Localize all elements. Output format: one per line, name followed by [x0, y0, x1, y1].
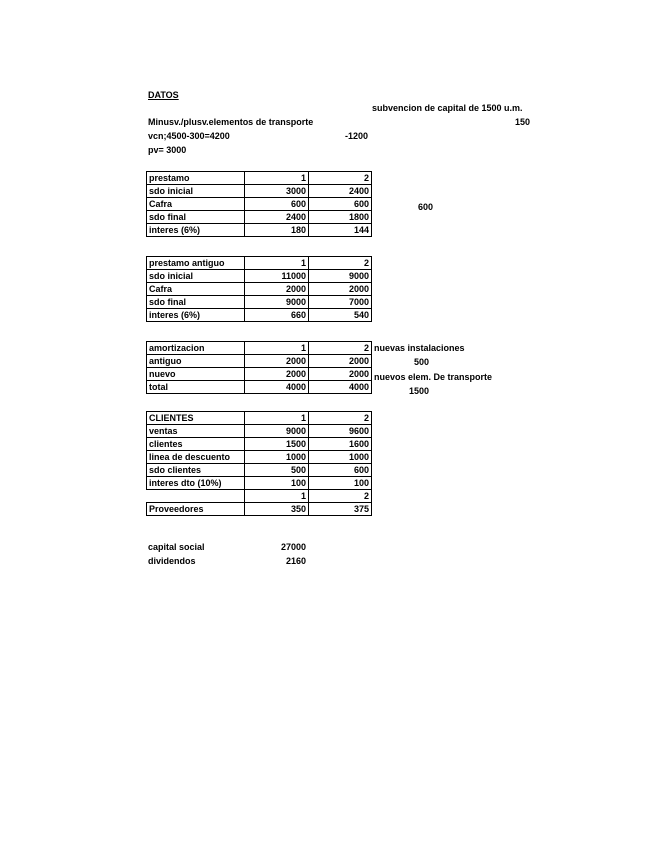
- nuevas-instalaciones-label: nuevas instalaciones: [374, 343, 465, 353]
- header-cell: 2: [309, 257, 372, 270]
- nuevas-instalaciones-value: 500: [414, 357, 430, 367]
- clientes-table: [146, 411, 372, 516]
- prestamo-antiguo-table: [146, 256, 372, 322]
- cell: 350: [245, 503, 309, 516]
- cell: 1000: [245, 451, 309, 464]
- cell: 2000: [245, 368, 309, 381]
- row-label: interes (6%): [147, 224, 245, 237]
- row-label: Proveedores: [147, 503, 245, 516]
- header-cell: amortizacion: [147, 342, 245, 355]
- cell: 2000: [245, 355, 309, 368]
- table-row: [147, 309, 372, 322]
- table-row: [147, 198, 372, 211]
- cell: 540: [309, 309, 372, 322]
- cell: 2000: [309, 368, 372, 381]
- row-label: interes (6%): [147, 309, 245, 322]
- table-row: [147, 296, 372, 309]
- table-row: [147, 381, 372, 394]
- capital-social-label: capital social: [148, 542, 205, 552]
- row-label: sdo final: [147, 211, 245, 224]
- cell: 144: [309, 224, 372, 237]
- dividendos-value: 2160: [285, 556, 306, 566]
- datos-title: DATOS: [148, 90, 179, 100]
- table-row: [147, 355, 372, 368]
- header-cell: prestamo antiguo: [147, 257, 245, 270]
- header-cell: 2: [309, 412, 372, 425]
- row-label: sdo inicial: [147, 270, 245, 283]
- cell: 2000: [309, 283, 372, 296]
- capital-social-value: 27000: [280, 542, 306, 552]
- row-label: linea de descuento: [147, 451, 245, 464]
- table-row: [147, 211, 372, 224]
- row-label: clientes: [147, 438, 245, 451]
- cell: 500: [245, 464, 309, 477]
- cell: 11000: [245, 270, 309, 283]
- header-cell: 1: [245, 490, 309, 503]
- row-label: ventas: [147, 425, 245, 438]
- cell: 375: [309, 503, 372, 516]
- row-label: interes dto (10%): [147, 477, 245, 490]
- table-row: [147, 438, 372, 451]
- cell: 4000: [309, 381, 372, 394]
- cell: 660: [245, 309, 309, 322]
- subvencion-value: 150: [514, 117, 530, 127]
- row-label: sdo inicial: [147, 185, 245, 198]
- table-row: [147, 503, 372, 516]
- prestamo-table: [146, 171, 372, 237]
- vcn-label: vcn;4500-300=4200: [148, 131, 230, 141]
- row-label: antiguo: [147, 355, 245, 368]
- table-row: [147, 224, 372, 237]
- row-label: total: [147, 381, 245, 394]
- header-cell: 1: [245, 342, 309, 355]
- cell: 9000: [245, 296, 309, 309]
- cell: 1500: [245, 438, 309, 451]
- cell: 1600: [309, 438, 372, 451]
- vcn-value: -1200: [344, 131, 368, 141]
- cell: 180: [245, 224, 309, 237]
- cell: 2400: [309, 185, 372, 198]
- subvencion-label: subvencion de capital de 1500 u.m.: [372, 103, 523, 113]
- cell: 3000: [245, 185, 309, 198]
- cell: 600: [309, 464, 372, 477]
- cell: 7000: [309, 296, 372, 309]
- table-row: [147, 425, 372, 438]
- table-row: [147, 464, 372, 477]
- table-row: [147, 490, 372, 503]
- cell: 4000: [245, 381, 309, 394]
- table-row: [147, 172, 372, 185]
- table-row: [147, 270, 372, 283]
- amortizacion-table: [146, 341, 372, 394]
- header-cell: CLIENTES: [147, 412, 245, 425]
- cell: 2000: [309, 355, 372, 368]
- header-cell: 1: [245, 257, 309, 270]
- row-label: Cafra: [147, 198, 245, 211]
- pv-label: pv= 3000: [148, 145, 187, 155]
- table-row: [147, 283, 372, 296]
- header-cell: 2: [309, 172, 372, 185]
- prestamo-side-value: 600: [418, 202, 434, 212]
- cell: 9000: [309, 270, 372, 283]
- header-cell: 2: [309, 342, 372, 355]
- dividendos-label: dividendos: [148, 556, 196, 566]
- cell: 2400: [245, 211, 309, 224]
- table-row: [147, 451, 372, 464]
- cell: 600: [309, 198, 372, 211]
- cell: 100: [309, 477, 372, 490]
- table-row: [147, 257, 372, 270]
- row-label: sdo clientes: [147, 464, 245, 477]
- row-label: sdo final: [147, 296, 245, 309]
- cell: 600: [245, 198, 309, 211]
- cell: 9600: [309, 425, 372, 438]
- header-cell: 1: [245, 172, 309, 185]
- nuevos-elem-value: 1500: [409, 386, 430, 396]
- cell: 2000: [245, 283, 309, 296]
- header-cell: 1: [245, 412, 309, 425]
- header-cell: 2: [309, 490, 372, 503]
- cell: 9000: [245, 425, 309, 438]
- table-row: [147, 368, 372, 381]
- cell: 1000: [309, 451, 372, 464]
- table-row: [147, 412, 372, 425]
- table-row: [147, 185, 372, 198]
- blank-cell: [147, 490, 245, 503]
- cell: 100: [245, 477, 309, 490]
- cell: 1800: [309, 211, 372, 224]
- header-cell: prestamo: [147, 172, 245, 185]
- row-label: Cafra: [147, 283, 245, 296]
- nuevos-elem-label: nuevos elem. De transporte: [374, 372, 493, 382]
- row-label: nuevo: [147, 368, 245, 381]
- table-row: [147, 477, 372, 490]
- table-row: [147, 342, 372, 355]
- minusv-label: Minusv./plusv.elementos de transporte: [148, 117, 314, 127]
